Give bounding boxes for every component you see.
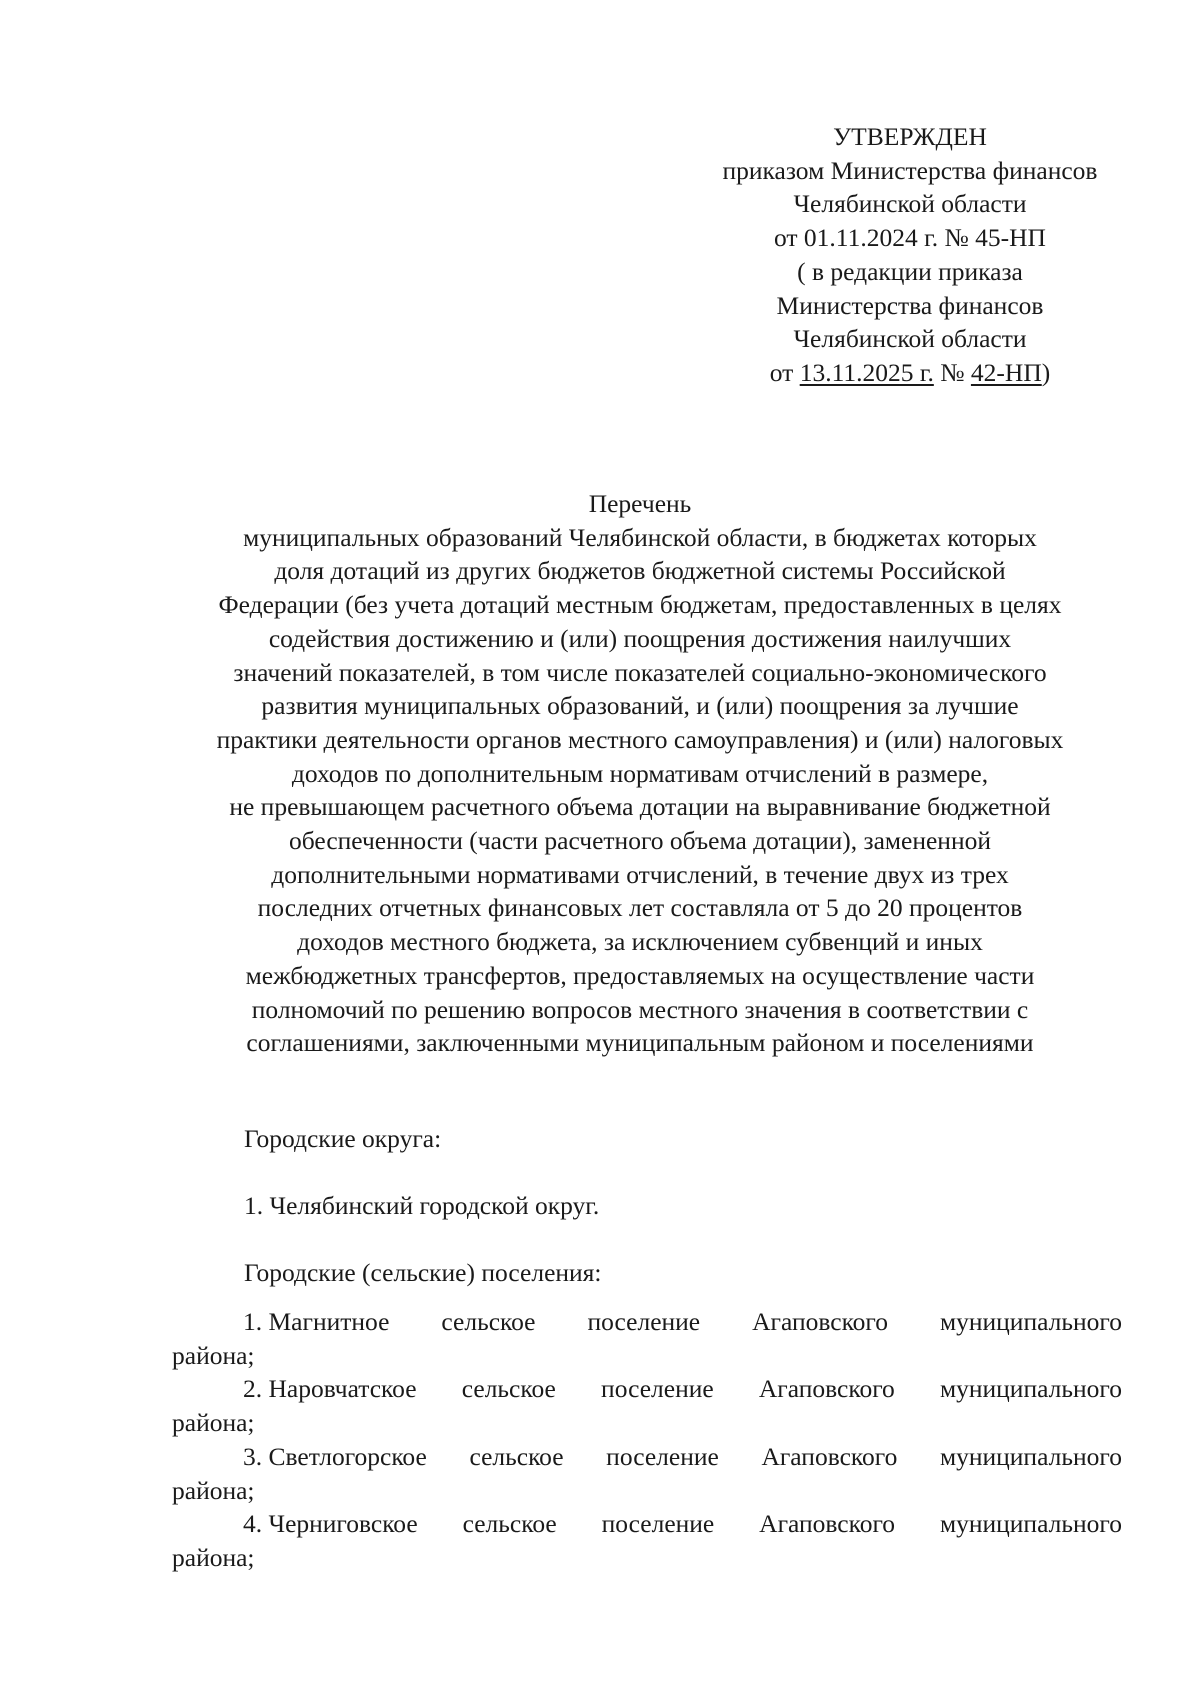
approval-title: УТВЕРЖДЕН [833,122,987,151]
item-word: поселение [587,1307,701,1336]
item-word: поселение [601,1509,715,1539]
urban-district-item: 1. Челябинский городской округ. [244,1191,600,1220]
item-word: сельское [441,1307,536,1336]
title-heading: Перечень [588,489,692,518]
title-line: доходов по дополнительным нормативам отчислений в размере, [291,758,989,788]
title-line: доходов местного бюджета, за исключением субвенций и иных [297,927,983,957]
title-line: доля дотаций из других бюджетов бюджетной системы Российской [274,556,1006,586]
title-line: соглашениями, заключенными муниципальным районом и поселениями [246,1028,1034,1058]
list-item [172,1440,1122,1507]
item-continuation: района; [172,1408,255,1438]
approval-region-line-2: Челябинской области [793,324,1027,354]
item-word: сельское [462,1509,557,1539]
revision-prefix: от [769,357,800,387]
title-line: муниципальных образований Челябинской области, в бюджетах которых [243,522,1037,552]
list-item [172,1305,1122,1372]
item-word: муниципального [939,1307,1122,1336]
item-text: 3. Светлогорское [243,1441,427,1471]
title-line: дополнительными нормативами отчислений, в течение двух из трех [271,859,1009,889]
title-line: последних отчетных финансовых лет составляла от 5 до 20 процентов [257,893,1023,923]
item-word: муниципального [939,1374,1122,1404]
item-word: Агаповского [758,1374,895,1404]
item-word: Агаповского [761,1441,898,1471]
revision-suffix: ) [1041,357,1051,387]
settlements-list [172,1305,1122,1575]
title-line: содействия достижению и (или) поощрения достижения наилучших [268,623,1012,653]
item-word: сельское [461,1374,556,1404]
item-continuation: района; [172,1475,255,1505]
item-word: поселение [601,1374,714,1404]
title-line: межбюджетных трансфертов, предоставляемых на осуществление части [245,960,1035,990]
item-word: поселение [606,1441,719,1471]
document-title [150,487,1130,1060]
approval-stamp-block [680,120,1140,390]
item-word: Агаповского [752,1307,888,1336]
settlements-heading: Городские (сельские) поселения: [244,1258,602,1287]
list-item [172,1372,1122,1439]
approval-region-line: Челябинской области [793,189,1027,219]
revision-number-sign: № [933,357,971,387]
approval-order-date: от 01.11.2024 г. № 45-НП [774,223,1046,253]
item-continuation: района; [172,1340,255,1370]
revision-date: 13.11.2025 г. [799,357,934,387]
title-line: полномочий по решению вопросов местного значения в соответствии с [251,994,1029,1024]
item-text: 2. Наровчатское [243,1374,417,1404]
approval-revision-date [680,356,1140,390]
title-line: значений показателей, в том числе показателей социально-экономического [233,657,1047,687]
item-word: Агаповского [759,1509,896,1539]
item-continuation: района; [172,1542,255,1572]
approval-revision-line: ( в редакции приказа [797,256,1023,286]
item-word: сельское [469,1441,564,1471]
title-line: обеспеченности (части расчетного объема дотации), замененной [288,826,991,856]
revision-number: 42-НП [970,357,1042,387]
item-word: муниципального [939,1441,1122,1471]
title-line: не превышающем расчетного объема дотации на выравнивание бюджетной [229,792,1051,822]
title-line: развития муниципальных образований, и (или) поощрения за лучшие [261,691,1019,721]
item-text: 1. Магнитное [243,1307,390,1336]
title-line: Федерации (без учета дотаций местным бюджетам, предоставленных в целях [218,590,1062,620]
urban-districts-heading: Городские округа: [244,1124,442,1153]
title-line: практики деятельности органов местного самоуправления) и (или) налоговых [216,724,1064,754]
item-text: 4. Черниговское [243,1509,418,1539]
approval-ministry-line: Министерства финансов [776,290,1044,320]
list-item [172,1507,1122,1574]
approval-order-line: приказом Министерства финансов [722,155,1098,185]
item-word: муниципального [939,1509,1122,1539]
